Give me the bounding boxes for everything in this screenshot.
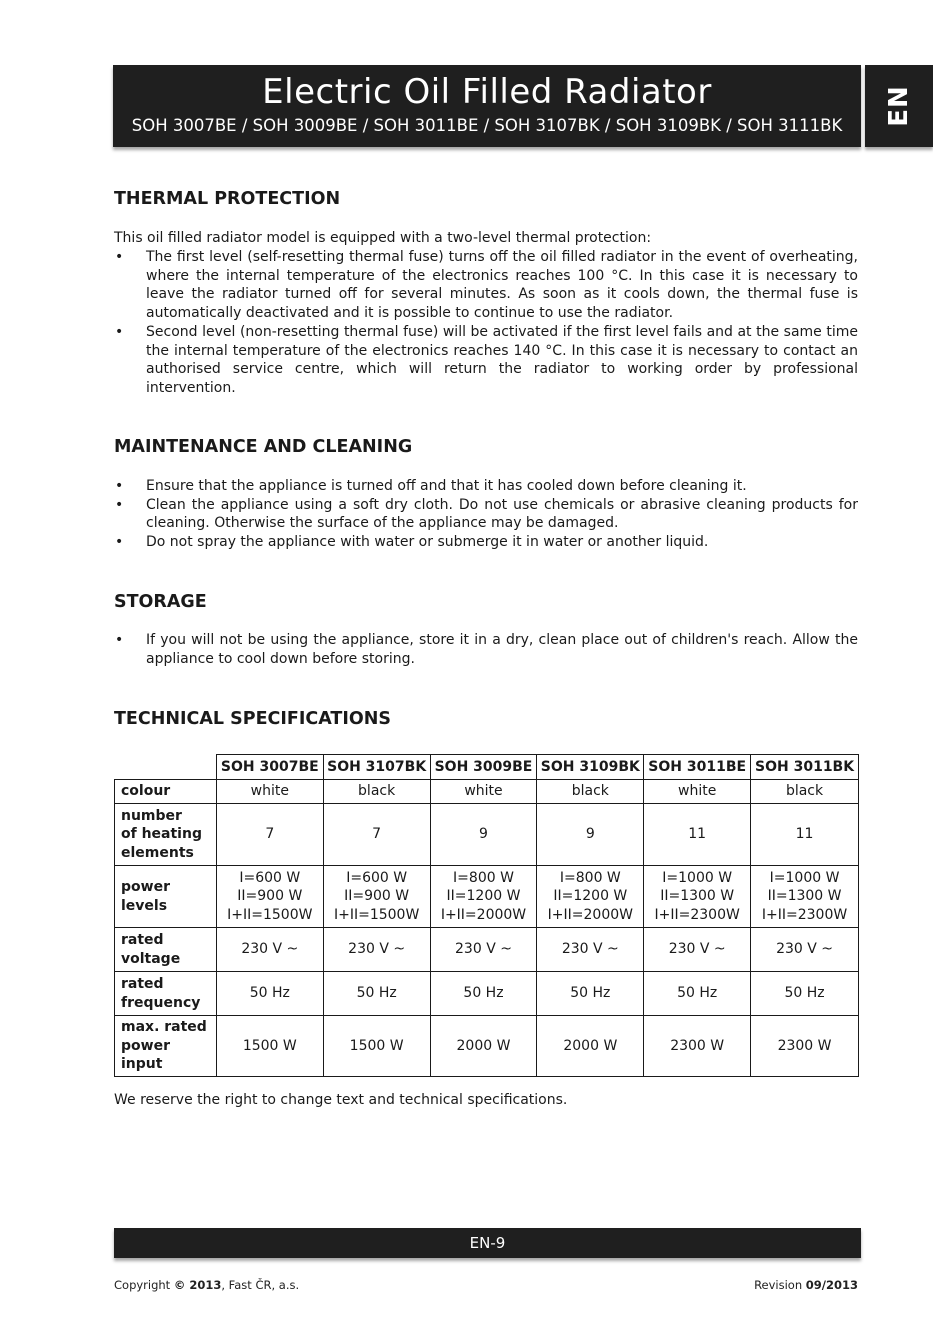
column-header: SOH 3109BK	[537, 755, 644, 780]
table-cell: 50 Hz	[430, 972, 537, 1016]
row-label: colour	[115, 780, 217, 804]
table-cell: 230 V ~	[216, 928, 323, 972]
column-header: SOH 3007BE	[216, 755, 323, 780]
language-label: EN	[884, 85, 914, 127]
bullet-icon: •	[115, 534, 124, 551]
table-cell: 7	[323, 804, 430, 866]
revision-notice: Revision 09/2013	[754, 1278, 858, 1292]
list-item: • Ensure that the appliance is turned off and that it has cooled down before cleaning it.	[115, 478, 747, 494]
table-cell: white	[216, 780, 323, 804]
table-corner	[115, 755, 217, 780]
table-header-row	[115, 755, 859, 780]
table-cell: black	[537, 780, 644, 804]
maintenance-bullets	[114, 477, 858, 552]
table-row	[115, 804, 859, 866]
table-cell: black	[751, 780, 859, 804]
copyright-notice: Copyright © 2013, Fast ČR, a.s.	[114, 1278, 300, 1292]
table-cell: 7	[216, 804, 323, 866]
row-label: rated voltage	[115, 928, 217, 972]
header-bar	[113, 65, 861, 147]
page-number: EN-9	[469, 1234, 506, 1252]
table-cell: 2000 W	[537, 1016, 644, 1077]
table-cell: 11	[644, 804, 751, 866]
table-cell: I=1000 W II=1300 W I+II=2300W	[644, 866, 751, 928]
table-cell: 11	[751, 804, 859, 866]
row-label: rated frequency	[115, 972, 217, 1016]
table-cell: black	[323, 780, 430, 804]
row-label: number of heating elements	[115, 804, 217, 866]
table-cell: 50 Hz	[644, 972, 751, 1016]
bullet-icon: •	[115, 323, 124, 340]
row-label: max. rated power input	[115, 1016, 217, 1077]
table-cell: 230 V ~	[430, 928, 537, 972]
column-header: SOH 3011BK	[751, 755, 859, 780]
table-cell: I=1000 W II=1300 W I+II=2300W	[751, 866, 859, 928]
table-cell: 2300 W	[751, 1016, 859, 1077]
thermal-intro: This oil filled radiator model is equipped with a two-level thermal protection:	[114, 230, 652, 246]
table-cell: I=800 W II=1200 W I+II=2000W	[537, 866, 644, 928]
table-row	[115, 1016, 859, 1077]
table-cell: 50 Hz	[537, 972, 644, 1016]
list-item: • Second level (non-resetting thermal fuse) will be activated if the first level fails and at the same time the internal temperature of the electronics reaches 140 °C. In this case it is necessary to contact an authorised service centre, which will return the radiator to working order by professional intervention.	[115, 323, 858, 396]
table-cell: 50 Hz	[323, 972, 430, 1016]
table-cell: 50 Hz	[751, 972, 859, 1016]
table-cell: 2300 W	[644, 1016, 751, 1077]
table-body	[115, 780, 859, 1077]
language-tab	[865, 65, 933, 147]
table-cell: 230 V ~	[644, 928, 751, 972]
list-item: • Clean the appliance using a soft dry cloth. Do not use chemicals or abrasive cleaning products for cleaning. Otherwise the surface of the appliance may be damaged.	[115, 496, 858, 532]
column-header: SOH 3009BE	[430, 755, 537, 780]
bullet-icon: •	[115, 632, 124, 648]
table-cell: 230 V ~	[751, 928, 859, 972]
column-header: SOH 3107BK	[323, 755, 430, 780]
technical-specifications-heading: TECHNICAL SPECIFICATIONS	[114, 709, 391, 729]
model-list: SOH 3007BE / SOH 3009BE / SOH 3011BE / SOH 3107BK / SOH 3109BK / SOH 3111BK	[131, 116, 843, 135]
list-item: • Do not spray the appliance with water or submerge it in water or another liquid.	[115, 534, 709, 551]
table-cell: 1500 W	[323, 1016, 430, 1077]
document-title: Electric Oil Filled Radiator	[262, 72, 712, 112]
table-cell: white	[430, 780, 537, 804]
table-cell: I=800 W II=1200 W I+II=2000W	[430, 866, 537, 928]
table-cell: 50 Hz	[216, 972, 323, 1016]
bullet-icon: •	[115, 496, 124, 513]
table-cell: I=600 W II=900 W I+II=1500W	[323, 866, 430, 928]
thermal-protection-heading: THERMAL PROTECTION	[114, 189, 341, 209]
thermal-bullets	[114, 248, 858, 398]
table-cell: 1500 W	[216, 1016, 323, 1077]
storage-heading: STORAGE	[114, 592, 207, 612]
table-cell: 9	[537, 804, 644, 866]
table-cell: 9	[430, 804, 537, 866]
table-cell: white	[644, 780, 751, 804]
bullet-icon: •	[115, 249, 124, 265]
table-row	[115, 928, 859, 972]
page-number-bar	[114, 1228, 861, 1258]
table-row	[115, 972, 859, 1016]
list-item: • If you will not be using the appliance, store it in a dry, clean place out of children's reach. Allow the appliance to cool down before storing.	[115, 632, 858, 667]
table-cell: I=600 W II=900 W I+II=1500W	[216, 866, 323, 928]
disclaimer-note: We reserve the right to change text and technical specifications.	[114, 1092, 568, 1108]
bullet-icon: •	[115, 478, 124, 494]
specifications-table	[114, 754, 859, 1077]
maintenance-heading: MAINTENANCE AND CLEANING	[114, 437, 413, 457]
list-item: • The first level (self-resetting thermal fuse) turns off the oil filled radiator in the event of overheating, where the internal temperature of the electronics reaches 100 °C. In this case it is necessary to leave the radiator turned off for several minutes. As soon as it cools down, the thermal fuse is automatically deactivated and it is possible to continue to use the radiator.	[115, 249, 858, 322]
column-header: SOH 3011BE	[644, 755, 751, 780]
table-row	[115, 780, 859, 804]
table-row	[115, 866, 859, 928]
table-cell: 230 V ~	[537, 928, 644, 972]
storage-bullets	[114, 631, 858, 668]
table-cell: 2000 W	[430, 1016, 537, 1077]
row-label: power levels	[115, 866, 217, 928]
table-cell: 230 V ~	[323, 928, 430, 972]
